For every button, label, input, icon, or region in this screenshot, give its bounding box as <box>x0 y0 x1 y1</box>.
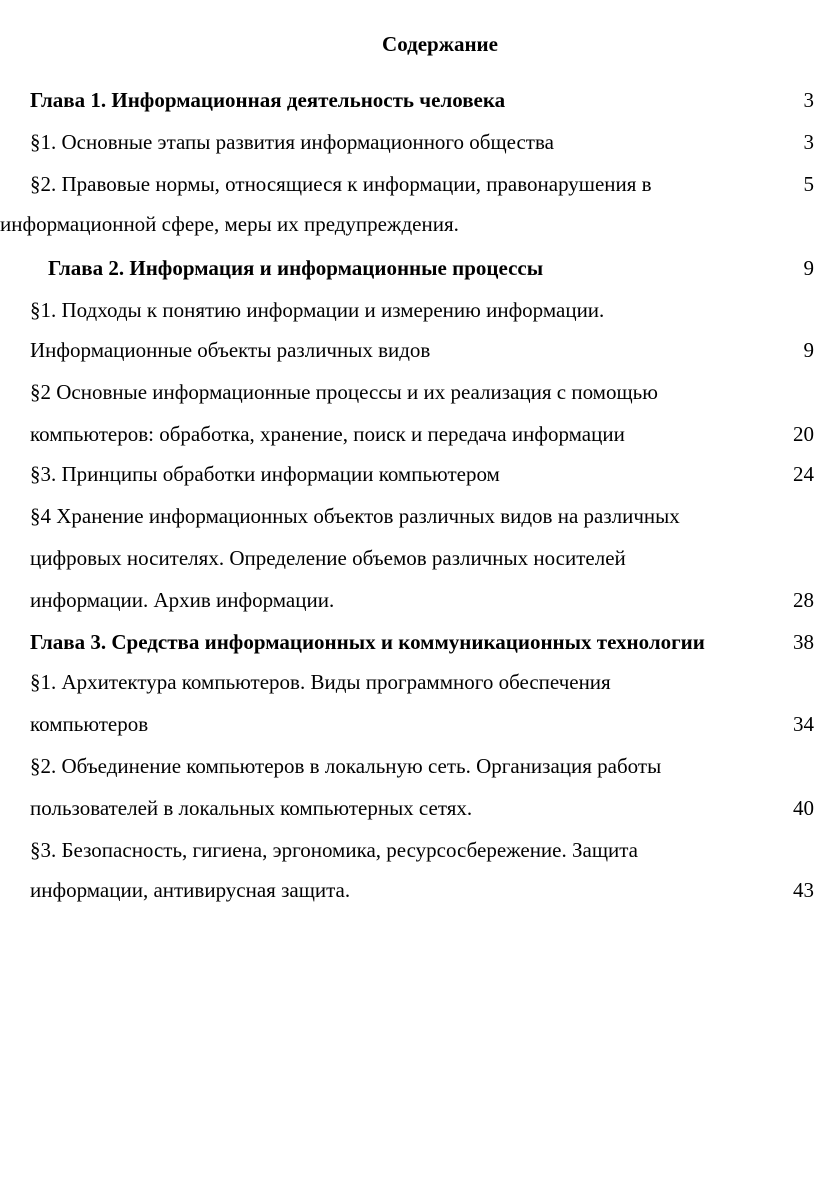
chapter-1-page: 3 <box>803 88 814 112</box>
chapter-3-title: Глава 3. Средства информационных и коммуникационных технологии <box>30 630 705 654</box>
toc-entry-3-1-line-1: §1. Архитектура компьютеров. Виды программного обеспечения <box>30 670 611 694</box>
toc-entry-3-3-line-1: §3. Безопасность, гигиена, эргономика, ресурсосбережение. Защита <box>30 838 638 862</box>
toc-entry-3-2-page: 40 <box>793 796 814 820</box>
toc-entry-3-2-line-2: пользователей в локальных компьютерных сетях. <box>30 796 473 820</box>
chapter-3-page: 38 <box>793 630 814 654</box>
toc-entry-1-2-page: 5 <box>803 172 814 196</box>
toc-entry-2-2-page: 20 <box>793 422 814 446</box>
toc-entry-1-2-line-2: информационной сфере, меры их предупреждения. <box>0 212 459 236</box>
toc-entry-1-2-line-1: §2. Правовые нормы, относящиеся к информации, правонарушения в <box>30 172 652 196</box>
toc-entry-2-4-line-3: информации. Архив информации. <box>30 588 335 612</box>
toc-entry-2-4-line-1: §4 Хранение информационных объектов различных видов на различных <box>30 504 680 528</box>
toc-entry-3-3-page: 43 <box>793 878 814 902</box>
chapter-2-title: Глава 2. Информация и информационные процессы <box>48 256 544 280</box>
toc-entry-1-1: §1. Основные этапы развития информационного общества <box>30 130 554 154</box>
toc-entry-2-2-line-1: §2 Основные информационные процессы и их реализация с помощью <box>30 380 658 404</box>
toc-entry-2-3-page: 24 <box>793 462 814 486</box>
toc-entry-3-1-line-2: компьютеров <box>30 712 149 736</box>
toc-entry-2-1-line-2: Информационные объекты различных видов <box>30 338 431 362</box>
toc-entry-2-4-line-2: цифровых носителях. Определение объемов различных носителей <box>30 546 626 570</box>
chapter-2-page: 9 <box>803 256 814 280</box>
toc-entry-1-1-page: 3 <box>803 130 814 154</box>
toc-entry-2-2-line-2: компьютеров: обработка, хранение, поиск и передача информации <box>30 422 625 446</box>
toc-entry-2-4-page: 28 <box>793 588 814 612</box>
toc-entry-3-1-page: 34 <box>793 712 814 736</box>
toc-entry-3-2-line-1: §2. Объединение компьютеров в локальную сеть. Организация работы <box>30 754 662 778</box>
toc-title: Содержание <box>382 32 498 56</box>
toc-entry-3-3-line-2: информации, антивирусная защита. <box>30 878 351 902</box>
toc-entry-2-1-page: 9 <box>803 338 814 362</box>
chapter-1-title: Глава 1. Информационная деятельность человека <box>30 88 506 112</box>
toc-entry-2-1-line-1: §1. Подходы к понятию информации и измерению информации. <box>30 298 605 322</box>
toc-entry-2-3: §3. Принципы обработки информации компьютером <box>30 462 500 486</box>
